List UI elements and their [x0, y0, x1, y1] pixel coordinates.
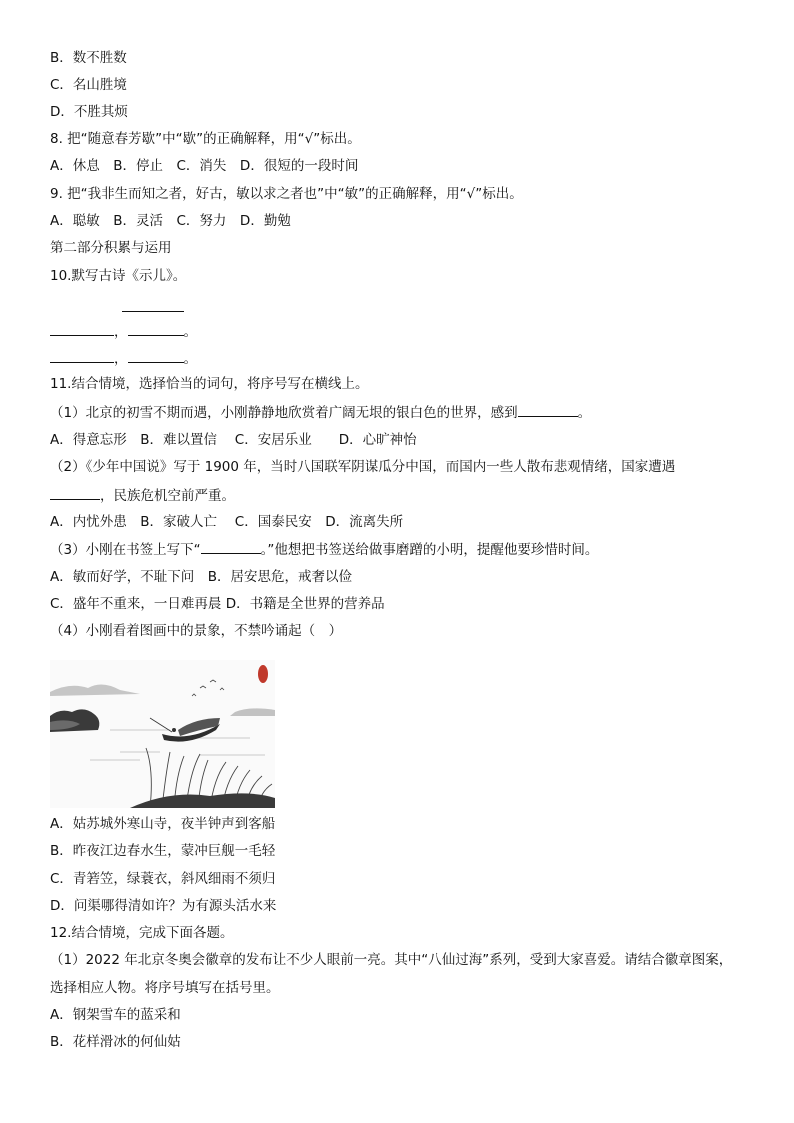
question-11-part-3: （3）小刚在书签上写下“ 。”他想把书签送给做事磨蹭的小明，提醒他要珍惜时间。	[50, 542, 599, 558]
question-10: 10.默写古诗《示儿》。	[50, 268, 187, 284]
question-11-part-4-option-c: C．青箬笠，绿蓑衣，斜风细雨不须归	[50, 871, 276, 887]
question-11-part-2: （2）《少年中国说》写于 1900 年，当时八国联军阴谋瓜分中国，而国内一些人散布悲观情绪，国家遭遇	[50, 459, 676, 475]
question-11-part-4-option-b: B．昨夜江边春水生，蒙冲巨舰一毛轻	[50, 843, 276, 859]
question-12-part-1-cont: 选择相应人物。将序号填写在括号里。	[50, 980, 280, 996]
section-heading: 第二部分积累与运用	[50, 240, 172, 256]
answer-blank[interactable]	[50, 349, 114, 363]
question-12-part-1: （1）2022 年北京冬奥会徽章的发布让不少人眼前一亮。其中“八仙过海”系列，受到大家喜爱。请结合徽章图案，	[50, 952, 733, 968]
answer-blank[interactable]	[518, 403, 578, 417]
answer-blank[interactable]	[201, 540, 261, 554]
question-11-part-4: （4）小刚看着图画中的景象，不禁吟诵起（ ）	[50, 623, 343, 639]
poem-line-2: ， 。	[50, 349, 197, 368]
question-8-options: A．休息 B．停止 C．消失 D．很短的一段时间	[50, 158, 359, 174]
question-11-part-2-cont: ，民族危机空前严重。	[50, 486, 235, 505]
question-12: 12.结合情境，完成下面各题。	[50, 925, 234, 941]
question-12-option-b: B．花样滑冰的何仙姑	[50, 1034, 181, 1050]
answer-blank[interactable]	[128, 322, 184, 336]
question-8: 8. 把“随意春芳歇”中“歇”的正确解释，用“√”标出。	[50, 131, 361, 147]
question-12-option-a: A．钢架雪车的蓝采和	[50, 1007, 181, 1023]
answer-blank[interactable]	[128, 349, 184, 363]
question-11-part-4-option-d: D．问渠哪得清如许？为有源头活水来	[50, 898, 277, 914]
question-11-part-3-options-ab: A．敏而好学，不耻下问 B．居安思危，戒奢以俭	[50, 569, 352, 585]
option-d-text: D．不胜其烦	[50, 104, 128, 120]
poem-line-1: ， 。	[50, 322, 197, 341]
answer-blank[interactable]	[50, 322, 114, 336]
question-11-part-1: （1）北京的初雪不期而遇，小刚静静地欣赏着广阔无垠的银白色的世界，感到 。	[50, 405, 592, 421]
question-11-part-3-options-cd: C．盛年不重来，一日难再晨 D．书籍是全世界的营养品	[50, 596, 385, 612]
question-11-part-2-options: A．内忧外患 B．家破人亡 C．国泰民安 D．流离失所	[50, 514, 404, 530]
answer-blank[interactable]	[50, 486, 100, 500]
question-11-part-1-options: A．得意忘形 B．难以置信 C．安居乐业 D．心旷神怡	[50, 432, 417, 448]
question-11: 11.结合情境，选择恰当的词句，将序号写在横线上。	[50, 376, 369, 392]
option-c-text: C．名山胜境	[50, 77, 127, 93]
option-b-text: B．数不胜数	[50, 50, 127, 66]
poem-title-blank	[122, 298, 184, 317]
question-11-part-4-option-a: A．姑苏城外寒山寺，夜半钟声到客船	[50, 816, 276, 832]
ink-painting-image	[50, 660, 275, 808]
question-9-options: A．聪敏 B．灵活 C．努力 D．勤勉	[50, 213, 291, 229]
question-9: 9. 把“我非生而知之者，好古，敏以求之者也”中“敏”的正确解释，用“√”标出。	[50, 186, 523, 202]
